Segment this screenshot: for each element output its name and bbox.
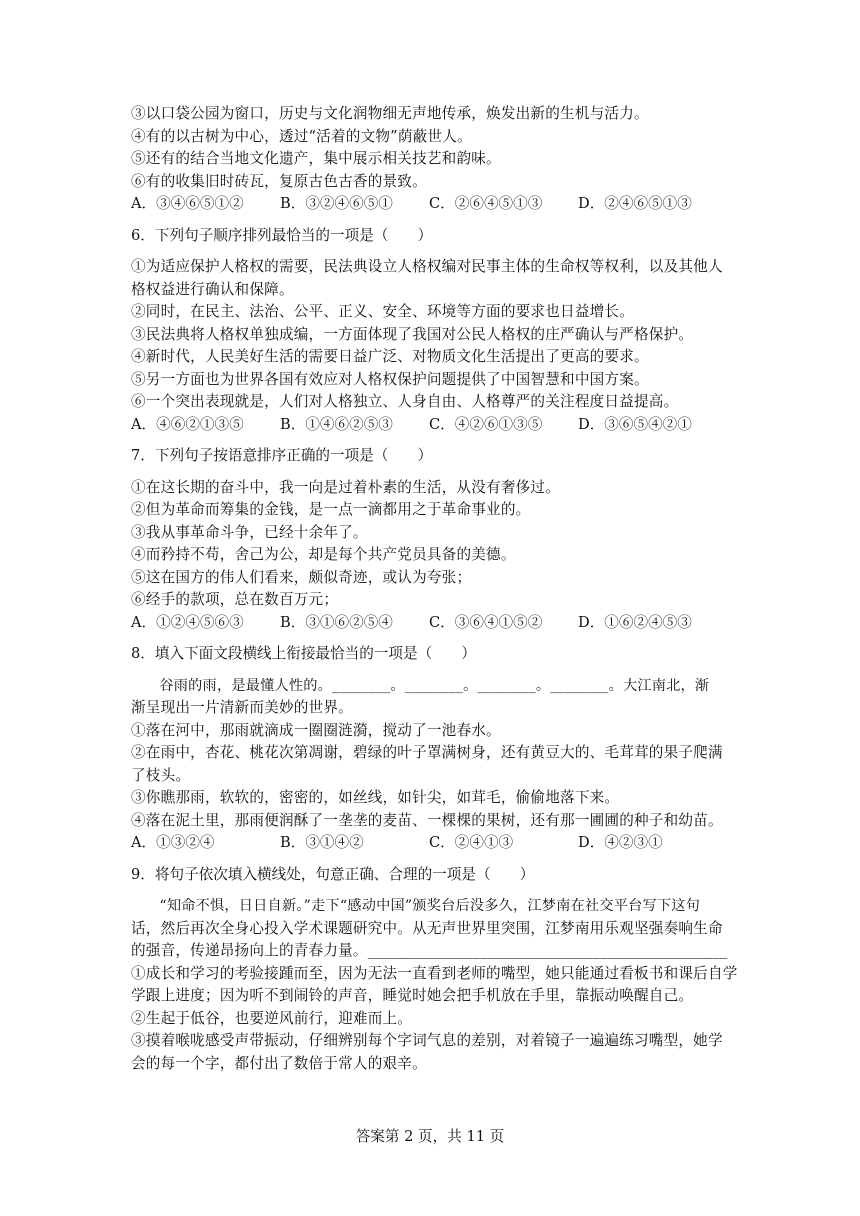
q8-option-a: A．①③②④: [131, 834, 215, 851]
q9-stem: 9．将句子依次填入横线处，句意正确、合理的一项是（ ）: [131, 865, 535, 883]
q6-option-a: A．④⑥②①③⑤: [131, 415, 244, 433]
q9-answer-blank: ________________________________________________: [367, 942, 728, 959]
q8-option-c: C．②④①③: [429, 834, 514, 851]
q5-options: [131, 193, 731, 216]
q7-option-a: A．①②④⑤⑥③: [131, 613, 244, 631]
q6-option-d: D．③⑥⑤④②①: [578, 415, 692, 433]
q6-line-2: ②同时，在民主、法治、公平、正义、安全、环境等方面的要求也日益增长。: [131, 303, 634, 320]
q9-line-3b: 会的每一个字，都付出了数倍于常人的艰辛。: [131, 1054, 427, 1072]
q5-line-5: ⑤还有的结合当地文化遗产，集中展示相关技艺和韵味。: [131, 150, 501, 167]
q8-line-2: ②在雨中，杏花、桃花次第凋谢，碧绿的叶子罩满树身，还有黄豆大的、毛茸茸的果子爬满: [131, 744, 723, 761]
q8-passage-line-2: 渐呈现出一片清新而美妙的世界。: [131, 699, 353, 716]
q9-passage-line-2: 话，然后再次全身心投入学术课题研究中。从无声世界里突围，江梦南用乐观坚强奏响生命: [131, 919, 723, 937]
q5-line-6: ⑥有的收集旧时砖瓦，复原古色古香的景致。: [131, 172, 427, 190]
q7-line-6: ⑥经手的款项，总在数百万元；: [131, 591, 339, 608]
q7-stem: 7．下列句子按语意排序正确的一项是（ ）: [131, 447, 433, 464]
q8-line-4: ④落在泥土里，那雨便润酥了一垄垄的麦苗、一棵棵的果树，还有那一圃圃的种子和幼苗。: [131, 811, 723, 829]
q9-passage-line-1: “知命不惧，日日自新。”走下“感动中国”颁奖台后没多久，江梦南在社交平台写下这句: [159, 898, 701, 914]
q6-line-3: ③民法典将人格权单独成编，一方面体现了我国对公民人格权的庄严确认与严格保护。: [131, 325, 694, 343]
q9-passage-text-3: 的强音，传递昂扬向上的青春力量。: [131, 942, 368, 959]
q5-option-a: A．③④⑥⑤①②: [131, 195, 244, 212]
q6-line-1: ①为适应保护人格权的需要，民法典设立人格权编对民事主体的生命权等权利，以及其他人: [131, 258, 723, 275]
q8-line-1: ①落在河中，那雨就滴成一圈圈涟漪，搅动了一池春水。: [131, 721, 501, 739]
q6-line-5: ⑤另一方面也为世界各国有效应对人格权保护问题提供了中国智慧和中国方案。: [131, 370, 649, 388]
q5-option-d: D．②④⑥⑤①③: [578, 195, 692, 212]
q7-options: [131, 612, 731, 635]
q6-stem: 6．下列句子顺序排列最恰当的一项是（ ）: [131, 226, 433, 244]
q7-line-3: ③我从事革命斗争，已经十余年了。: [131, 523, 368, 541]
q8-option-d: D．④②③①: [578, 834, 663, 851]
q7-line-2: ②但为革命而筹集的金钱，是一点一滴都用之于革命事业的。: [131, 501, 531, 518]
q9-line-1: ①成长和学习的考验接踵而至，因为无法一直看到老师的嘴型，她只能通过看板书和课后自学: [131, 964, 738, 982]
q8-line-2b: 了枝头。: [131, 766, 191, 784]
q9-line-2: ②生起于低谷，也要逆风前行，迎难而上。: [131, 1009, 413, 1027]
q8-options: [131, 832, 731, 855]
q7-line-5: ⑤这在国方的伟人们看来，颇似奇迹，或认为夸张；: [131, 568, 472, 586]
q7-line-1: ①在这长期的奋斗中，我一向是过着朴素的生活，从没有奢侈过。: [131, 478, 561, 496]
q6-line-6: ⑥一个突出表现就是，人们对人格独立、人身自由、人格尊严的关注程度日益提高。: [131, 393, 679, 410]
q6-option-b: B．①④⑥②⑤③: [280, 415, 393, 433]
q9-line-1b: 学跟上进度；因为听不到闹铃的声音，睡觉时她会把手机放在手里，靠振动唤醒自己。: [131, 987, 694, 1004]
q5-option-b: B．③②④⑥⑤①: [280, 195, 393, 212]
q8-stem: 8．填入下面文段横线上衔接最恰当的一项是（ ）: [131, 645, 476, 662]
q7-option-b: B．③①⑥②⑤④: [280, 613, 393, 631]
q9-line-3: ③摸着喉咙感受声带振动，仔细辨别每个字词气息的差别，对着镜子一遍遍练习嘴型，她学: [131, 1032, 723, 1049]
q6-line-4: ④新时代，人民美好生活的需要日益广泛、对物质文化生活提出了更高的要求。: [131, 348, 649, 365]
q7-option-c: C．③⑥④①⑤②: [429, 613, 543, 631]
q5-line-3: ③以口袋公园为窗口，历史与文化润物细无声地传承，焕发出新的生机与活力。: [131, 105, 649, 122]
q5-option-c: C．②⑥④⑤①③: [429, 195, 543, 212]
page-content: [131, 103, 738, 1075]
q6-option-c: C．④②⑥①③⑤: [429, 415, 543, 433]
page-footer: 答案第 2 页，共 11 页: [355, 1128, 505, 1145]
q8-option-b: B．③①④②: [280, 834, 364, 851]
q6-line-1b: 格权益进行确认和保障。: [131, 280, 294, 298]
q9-passage-line-3: [131, 940, 731, 963]
q7-option-d: D．①⑥②④⑤③: [578, 613, 692, 631]
q5-line-4: ④有的以古树为中心，透过“活着的文物”荫蔽世人。: [131, 127, 472, 145]
q8-passage-line-1: 谷雨的雨，是最懂人性的。________。________。________。________。大江南北，渐: [159, 677, 710, 694]
q7-line-4: ④而矜持不苟，舍己为公，却是每个共产党员具备的美德。: [131, 546, 516, 563]
q8-line-3: ③你瞧那雨，软软的，密密的，如丝线，如针尖，如茸毛，偷偷地落下来。: [131, 789, 620, 806]
q6-options: [131, 414, 731, 437]
